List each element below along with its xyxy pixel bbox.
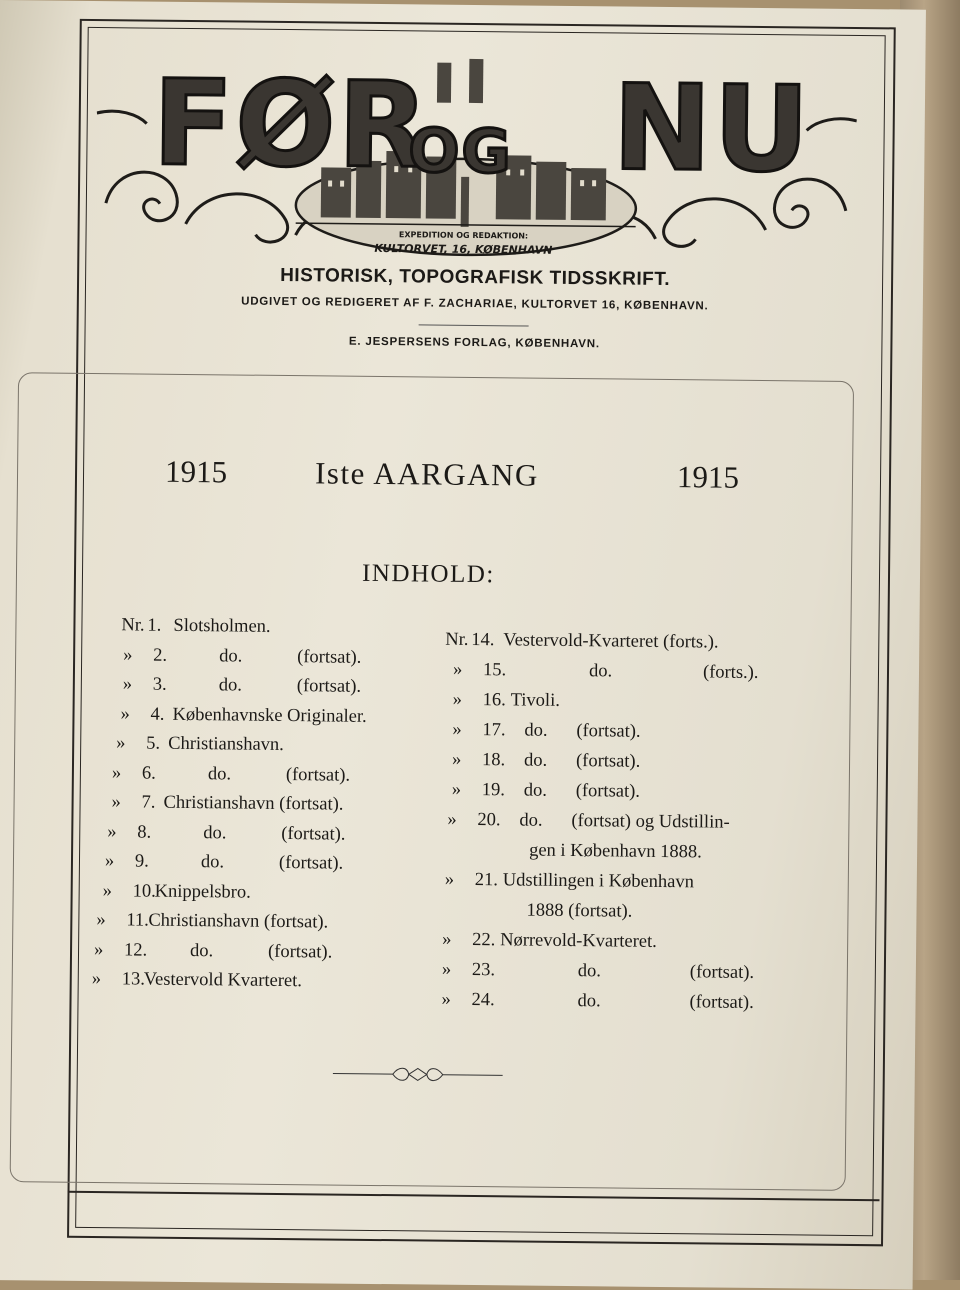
entry-num: 10. — [132, 880, 156, 902]
entry-note: (fortsat). — [575, 781, 641, 802]
entry-note: (fortsat). — [689, 962, 755, 983]
entry-num: 20. — [477, 810, 501, 831]
entry-text: do. — [523, 780, 547, 801]
entry-mark: » — [111, 792, 121, 813]
contents-entry-continuation: 1888 (fortsat). — [526, 900, 633, 922]
entry-num: 19. — [481, 780, 505, 801]
entry-text: do. — [207, 763, 232, 784]
entry-text: do. — [200, 852, 225, 873]
expedition-label: EXPEDITION OG REDAKTION: — [398, 230, 529, 241]
entry-mark: » — [116, 733, 126, 754]
year-right: 1915 — [676, 459, 740, 495]
contents-entry-continuation: gen i København 1888. — [529, 840, 702, 863]
entry-note: (fortsat). — [285, 764, 351, 786]
entry-text: Vestervold-Kvarteret (forts.). — [503, 630, 719, 653]
ornament-icon — [333, 1064, 503, 1086]
publisher-line: E. JESPERSENS FORLAG, KØBENHAVN. — [348, 335, 600, 351]
entry-text: Tivoli. — [510, 690, 560, 711]
entry-mark: » — [122, 674, 133, 695]
entry-num: 4. — [150, 704, 165, 725]
entry-text: do. — [519, 810, 543, 831]
entry-note: (fortsat). — [297, 646, 362, 668]
entry-note: (fortsat) og Udstillin- — [571, 811, 730, 833]
entry-mark: » — [452, 719, 462, 740]
entry-mark: » — [91, 969, 102, 990]
entry-mark: » — [451, 749, 462, 770]
entry-mark: Nr. — [445, 629, 469, 650]
entry-text: do. — [577, 991, 601, 1012]
entry-mark: » — [96, 910, 106, 931]
entry-num: 15. — [482, 660, 507, 681]
entry-note: (fortsat). — [575, 751, 641, 772]
entry-text: Christianshavn. — [168, 733, 284, 756]
contents-heading: INDHOLD: — [361, 559, 495, 589]
entry-num: 1. — [147, 615, 162, 636]
masthead — [95, 53, 857, 281]
entry-text: Nørrevold-Kvarteret. — [500, 930, 657, 952]
entry-mark: » — [452, 689, 463, 710]
entry-mark: » — [442, 929, 452, 950]
entry-mark: » — [111, 762, 122, 783]
entry-mark: » — [451, 779, 462, 800]
entry-num: 21. — [474, 870, 499, 891]
year-left: 1915 — [164, 453, 228, 490]
entry-text: do. — [588, 661, 613, 682]
entry-mark: » — [123, 644, 133, 665]
entry-num: 3. — [152, 674, 167, 695]
entry-mark: » — [107, 821, 117, 842]
entry-note: (fortsat). — [278, 852, 344, 874]
entry-num: 2. — [153, 645, 168, 666]
entry-num: 8. — [137, 821, 152, 843]
entry-text: Københavnske Originaler. — [172, 704, 367, 727]
entry-text: do. — [524, 720, 548, 741]
entry-note: (fortsat). — [689, 992, 754, 1013]
entry-text: do. — [203, 822, 227, 843]
title-for: FØR — [152, 53, 432, 195]
entry-text: Knippelsbro. — [154, 881, 251, 903]
entry-num: 23. — [471, 959, 496, 981]
entry-text: Christianshavn (fortsat). — [163, 792, 344, 815]
entry-text: do. — [577, 961, 602, 982]
masthead-address: KULTORVET, 16, KØBENHAVN — [374, 241, 553, 257]
entry-note: (fortsat). — [267, 941, 333, 963]
title-nu: NU — [611, 58, 812, 199]
entry-text: do. — [523, 750, 548, 771]
entry-mark: » — [102, 880, 113, 901]
entry-note: (fortsat). — [576, 721, 641, 742]
entry-mark: » — [452, 659, 463, 680]
entry-note: (fortsat). — [281, 823, 346, 845]
entry-mark: » — [120, 703, 130, 724]
entry-note: (fortsat). — [296, 676, 362, 697]
entry-num: 12. — [123, 939, 148, 961]
entry-text: Slotsholmen. — [173, 615, 271, 637]
entry-num: 7. — [141, 792, 156, 813]
title-og: OG — [408, 116, 514, 188]
entry-text: do. — [219, 645, 243, 667]
volume-label: Iste AARGANG — [314, 455, 540, 493]
entry-mark: Nr. — [121, 615, 145, 636]
entry-mark: » — [447, 809, 457, 830]
entry-num: 17. — [482, 720, 506, 741]
entry-num: 22. — [472, 929, 496, 951]
entry-num: 11. — [126, 910, 149, 931]
entry-mark: » — [93, 939, 104, 960]
entry-mark: » — [441, 959, 452, 980]
entry-num: 18. — [481, 750, 506, 771]
entry-num: 16. — [482, 690, 506, 711]
entry-num: 5. — [146, 733, 161, 754]
entry-mark: » — [104, 851, 115, 872]
entry-num: 24. — [471, 989, 495, 1011]
entry-text: Udstillingen i København — [502, 870, 695, 893]
entry-num: 9. — [134, 851, 149, 872]
entry-num: 14. — [471, 629, 495, 651]
entry-num: 6. — [141, 763, 156, 784]
journal-subtitle: HISTORISK, TOPOGRAFISK TIDSSKRIFT. — [280, 264, 671, 291]
editor-line: UDGIVET OG REDIGERET AF F. ZACHARIAE, KULTORVET 16, KØBENHAVN. — [241, 295, 709, 313]
entry-mark: » — [441, 989, 451, 1010]
entry-mark: » — [444, 869, 455, 890]
entry-text: Vestervold Kvarteret. — [143, 969, 303, 992]
entry-text: do. — [189, 940, 214, 961]
entry-note: (forts.). — [702, 662, 759, 683]
entry-text: Christianshavn (fortsat). — [148, 910, 329, 933]
entry-num: 13. — [121, 969, 145, 990]
entry-text: do. — [218, 675, 243, 696]
